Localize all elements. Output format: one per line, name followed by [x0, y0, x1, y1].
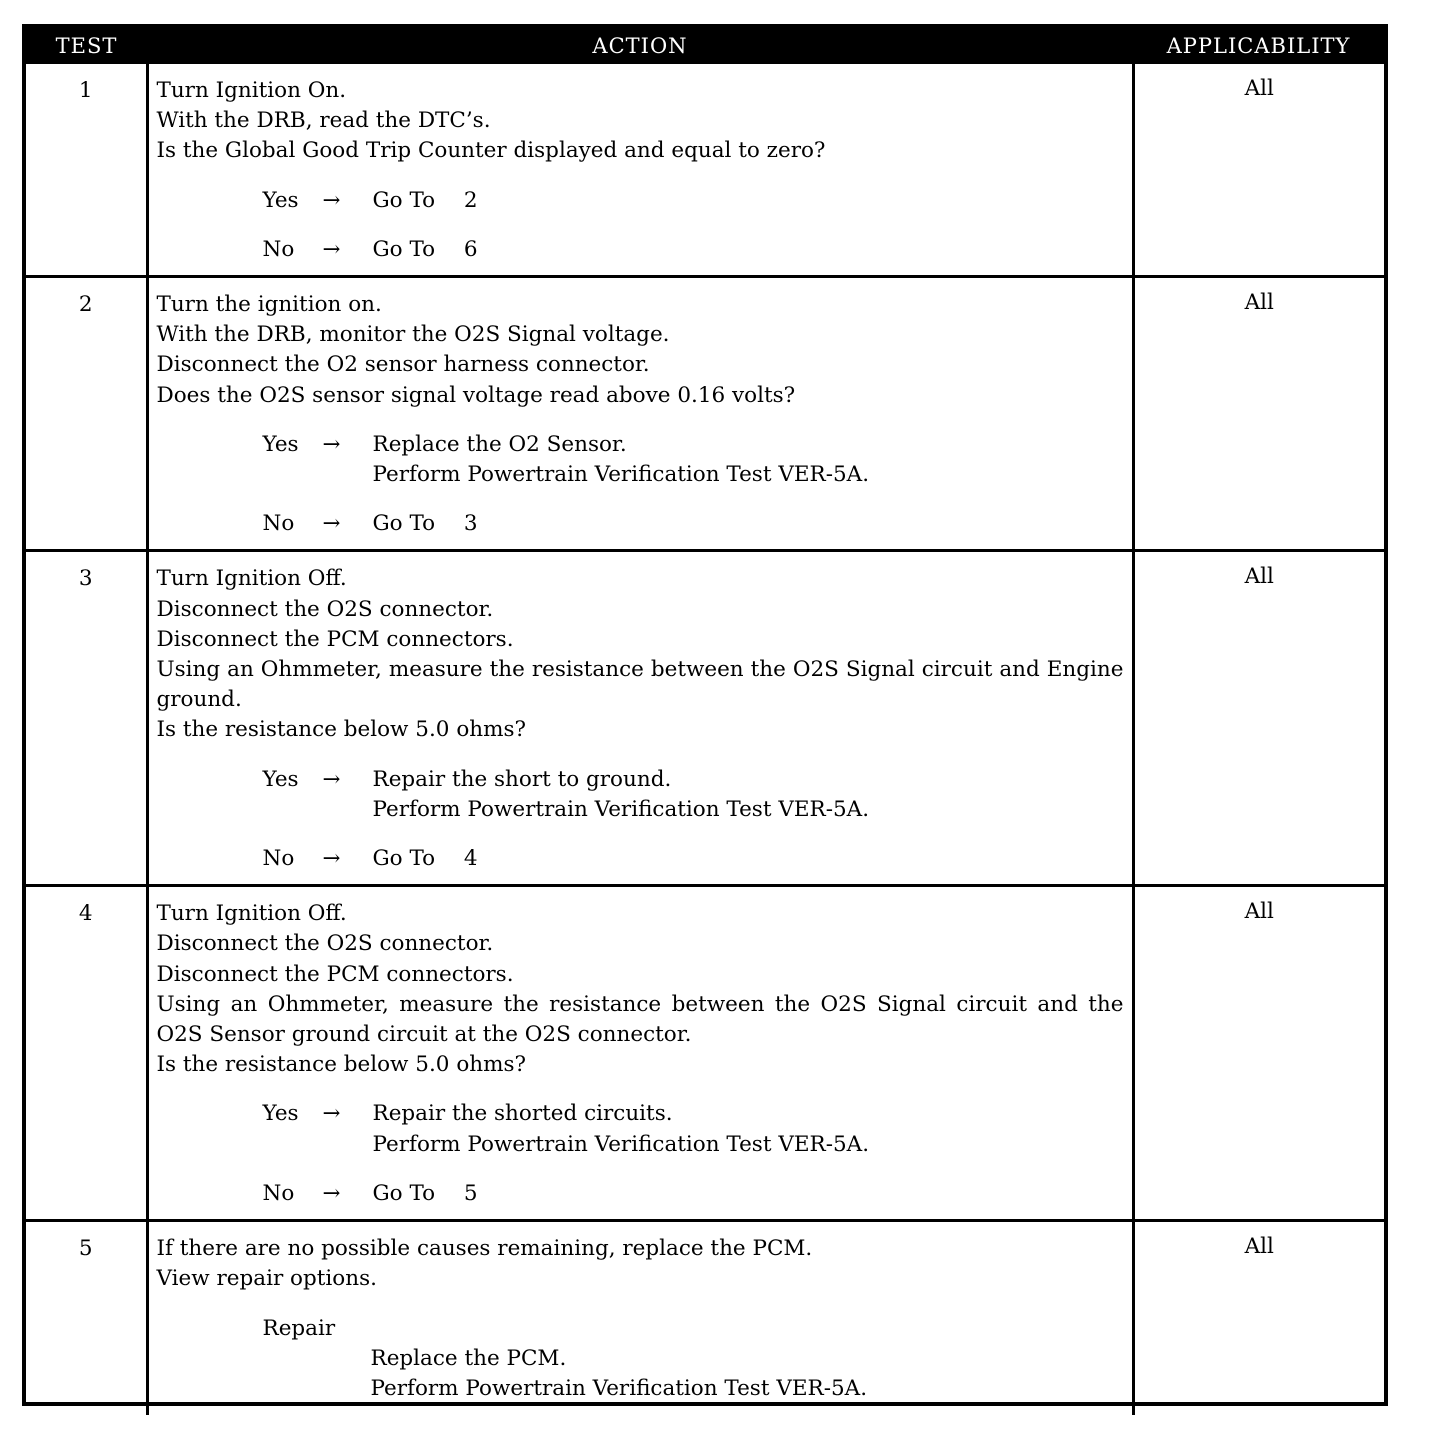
goto-result — [373, 186, 1124, 216]
applicability-cell: All — [1133, 551, 1384, 886]
result-line: Repair the shorted circuits. — [372, 1101, 673, 1127]
result-line: Perform Powertrain Verification Test VER-5A. — [372, 462, 870, 488]
yes-branch — [263, 765, 1124, 825]
action-step: Is the resistance below 5.0 ohms? — [156, 1052, 527, 1078]
test-number: 5 — [26, 1221, 147, 1415]
right-arrow-icon: → — [322, 431, 341, 457]
goto-number: 6 — [463, 236, 478, 262]
goto-result — [373, 1179, 1124, 1209]
action-cell — [147, 1221, 1133, 1415]
goto-number: 4 — [463, 846, 478, 872]
result-line: Repair the short to ground. — [372, 766, 672, 792]
applicability-cell: All — [1133, 64, 1384, 277]
right-arrow-icon: → — [322, 766, 341, 792]
action-step: Disconnect the PCM connectors. — [156, 626, 514, 652]
action-step: Using an Ohmmeter, measure the resistance between the O2S Signal circuit and Engine ground. — [156, 657, 1124, 713]
action-step: Using an Ohmmeter, measure the resistance between the O2S Signal circuit and the O2S Sensor ground circuit at the O2S connector. — [156, 991, 1124, 1048]
no-branch — [263, 844, 1124, 874]
goto-result — [373, 844, 1124, 874]
goto-label: Go To — [372, 187, 436, 213]
no-label: No — [262, 236, 295, 262]
table-row — [26, 64, 1384, 277]
action-step: With the DRB, monitor the O2S Signal voltage. — [156, 322, 670, 348]
goto-result — [373, 509, 1124, 539]
goto-number: 5 — [463, 1180, 478, 1206]
yes-branch — [263, 186, 1124, 216]
yes-branch — [263, 1099, 1124, 1159]
right-arrow-icon: → — [322, 236, 341, 262]
yes-result — [373, 765, 1124, 825]
action-step: Turn Ignition Off. — [156, 566, 347, 592]
action-step: Disconnect the O2S connector. — [156, 931, 494, 957]
test-number: 1 — [78, 78, 93, 103]
repair-block — [263, 1314, 1124, 1405]
test-table — [26, 28, 1384, 1415]
repair-label: Repair — [262, 1315, 336, 1341]
table-row — [26, 886, 1384, 1221]
action-step: Disconnect the O2S connector. — [156, 596, 494, 622]
test-number: 2 — [26, 277, 147, 551]
test-number: 4 — [26, 886, 147, 1221]
yes-label: Yes — [262, 431, 299, 457]
action-cell — [147, 64, 1133, 277]
action-step: Does the O2S sensor signal voltage read above 0.16 volts? — [156, 382, 796, 408]
table-header-row — [26, 28, 1384, 64]
result-line: Perform Powertrain Verification Test VER-5A. — [372, 1131, 870, 1157]
table-row — [26, 277, 1384, 551]
no-label: No — [262, 846, 295, 872]
action-step: Is the Global Good Trip Counter displayed and equal to zero? — [156, 138, 826, 164]
goto-label: Go To — [372, 511, 436, 537]
goto-result — [373, 235, 1124, 265]
goto-number: 2 — [463, 187, 478, 213]
no-branch — [263, 1179, 1124, 1209]
result-line: Perform Powertrain Verification Test VER-5A. — [372, 796, 870, 822]
goto-number: 3 — [463, 511, 478, 537]
repair-line: Perform Powertrain Verification Test VER-5A. — [370, 1375, 868, 1401]
table-row — [26, 551, 1384, 886]
applicability-cell: All — [1133, 886, 1384, 1221]
action-cell — [147, 551, 1133, 886]
goto-label: Go To — [372, 1180, 436, 1206]
action-step: With the DRB, read the DTC’s. — [156, 108, 491, 134]
action-step: Turn the ignition on. — [156, 292, 382, 318]
result-line: Replace the O2 Sensor. — [372, 431, 627, 457]
table-row — [26, 1221, 1384, 1415]
action-step: View repair options. — [156, 1266, 377, 1292]
yes-label: Yes — [262, 1101, 299, 1127]
no-branch — [263, 509, 1124, 539]
action-step: Is the resistance below 5.0 ohms? — [156, 717, 527, 743]
diagnostic-test-table — [22, 24, 1388, 1406]
header-applicability: APPLICABILITY — [1133, 28, 1384, 64]
header-action: ACTION — [147, 28, 1133, 64]
no-label: No — [262, 1180, 295, 1206]
right-arrow-icon: → — [322, 1180, 341, 1206]
right-arrow-icon: → — [322, 846, 341, 872]
yes-label: Yes — [262, 187, 299, 213]
repair-lines — [371, 1344, 1124, 1404]
goto-label: Go To — [372, 846, 436, 872]
applicability-cell: All — [1133, 1221, 1384, 1415]
action-step: Turn Ignition On. — [156, 78, 347, 103]
right-arrow-icon: → — [322, 187, 341, 213]
action-cell — [147, 277, 1133, 551]
no-label: No — [262, 511, 295, 537]
yes-branch — [263, 430, 1124, 490]
no-branch — [263, 235, 1124, 265]
action-step: Disconnect the PCM connectors. — [156, 961, 514, 987]
yes-result — [373, 430, 1124, 490]
repair-line: Replace the PCM. — [370, 1345, 567, 1371]
goto-label: Go To — [372, 236, 436, 262]
test-number: 3 — [26, 551, 147, 886]
header-test: TEST — [26, 28, 147, 64]
action-cell — [147, 886, 1133, 1221]
action-step: If there are no possible causes remaining, replace the PCM. — [156, 1236, 813, 1262]
yes-result — [373, 1099, 1124, 1159]
applicability-cell: All — [1133, 277, 1384, 551]
yes-label: Yes — [262, 766, 299, 792]
right-arrow-icon: → — [322, 1101, 341, 1127]
right-arrow-icon: → — [322, 511, 341, 537]
action-step: Disconnect the O2 sensor harness connector. — [156, 352, 650, 378]
action-step: Turn Ignition Off. — [156, 901, 347, 927]
